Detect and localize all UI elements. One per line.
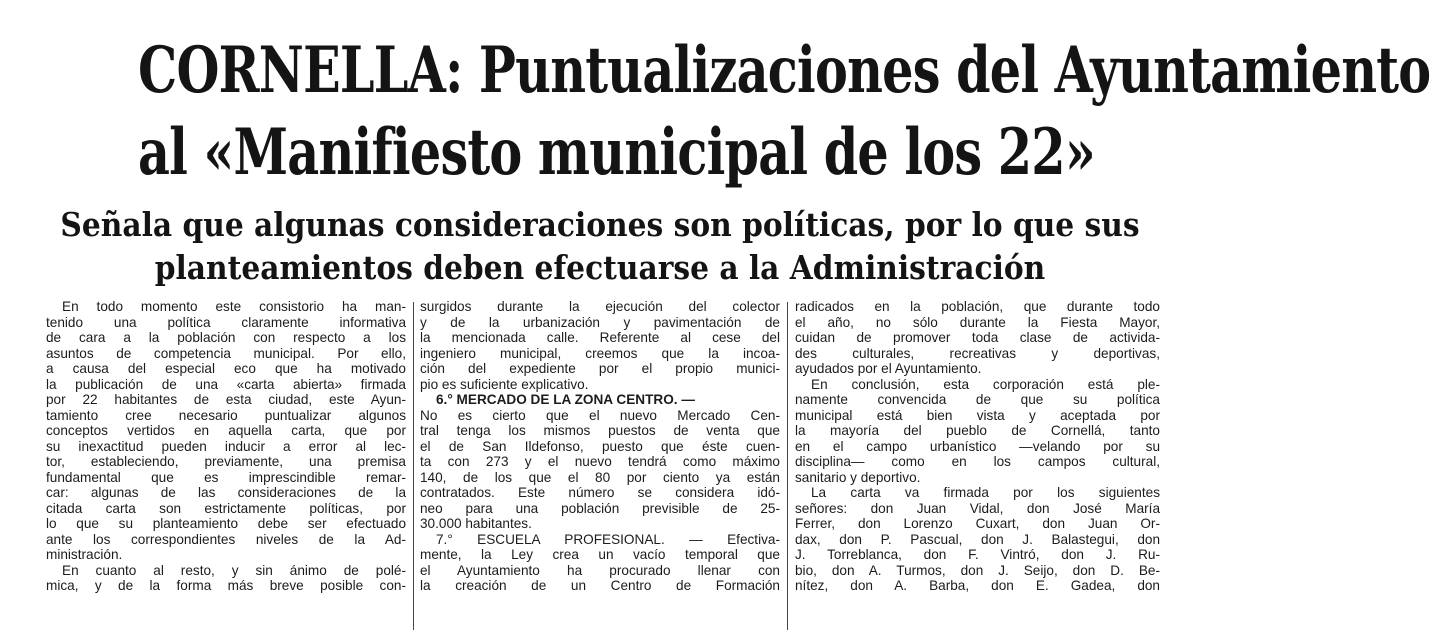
text-line: ante los correspondientes niveles de la Ad-: [46, 531, 406, 547]
text-line: ayudados por el Ayuntamiento.: [795, 361, 982, 376]
text-line: por 22 habitantes de esta ciudad, este Ayun-: [46, 392, 406, 407]
text-line: sanitario y deportivo.: [795, 469, 921, 485]
text-line: No es cierto que el nuevo Mercado Cen-: [420, 407, 780, 423]
subheadline-line-2: planteamientos deben efectuarse a la Administración: [154, 248, 1046, 287]
text-line: lo que su planteamiento debe ser efectuado: [46, 516, 406, 531]
text-line: tral tenga los mismos puestos de venta que: [420, 423, 780, 438]
text-line: y de la urbanización y pavimentación de: [420, 314, 780, 330]
text-line: de cara a la población con respecto a los: [46, 330, 406, 345]
text-line: ministración.: [46, 547, 123, 562]
text-line: su inexactitud pueden inducir a error al lec-: [46, 438, 406, 454]
text-line: conceptos vertidos en aquella carta, que por: [46, 423, 406, 438]
text-line: surgidos durante la ejecución del colector: [420, 299, 780, 314]
text-line: asuntos de competencia municipal. Por ello,: [46, 345, 406, 361]
text-line: fundamental que es imprescindible remar-: [46, 469, 406, 485]
text-line: cuidan de promover toda clase de activida-: [795, 330, 1160, 345]
text-line: municipal está bien vista y aceptada por: [795, 407, 1160, 423]
text-line: dax, don P. Pascual, don J. Balastegui, don: [795, 531, 1160, 547]
text-line: tamiento cree necesario puntualizar algunos: [46, 407, 406, 423]
text-line: radicados en la población, que durante todo: [795, 299, 1160, 314]
headline-line-1: CORNELLA: Puntualizaciones del Ayuntamiento: [138, 33, 1430, 108]
article-column-2: [420, 299, 780, 594]
headline-line-2: al «Manifiesto municipal de los 22»: [138, 115, 1095, 190]
text-line: ingeniero municipal, creemos que la incoa-: [420, 345, 780, 361]
text-line: mente, la Ley crea un vacío temporal que: [420, 547, 780, 562]
text-line: car: algunas de las consideraciones de la: [46, 485, 406, 500]
column-divider-2: [787, 302, 788, 630]
column-divider-1: [413, 302, 414, 630]
text-line: mica, y de la forma más breve posible con-: [46, 578, 406, 593]
text-line: En todo momento este consistorio ha man-: [62, 299, 406, 314]
text-line: tor, estableciendo, previamente, una premisa: [46, 454, 406, 469]
text-line: nítez, don A. Barba, don E. Gadea, don: [795, 578, 1160, 593]
text-line: pio es suficiente explicativo.: [420, 376, 589, 392]
text-line: el Ayuntamiento ha procurado llenar con: [420, 562, 780, 578]
text-line: contratados. Este número se considera idó-: [420, 485, 780, 500]
article-column-1: [46, 299, 406, 594]
text-line: ción del expediente por el propio munici-: [420, 361, 780, 376]
text-line: la creación de un Centro de Formación: [420, 578, 780, 593]
text-line: 30.000 habitantes.: [420, 516, 532, 531]
text-line: neo para una población previsible de 25-: [420, 500, 780, 516]
subheadline-line-1: Señala que algunas consideraciones son políticas, por lo que sus: [60, 205, 1140, 244]
text-line: ta con 273 y el nuevo tendrá como máximo: [420, 454, 780, 469]
article-column-3: [795, 299, 1160, 594]
text-line: En conclusión, esta corporación está ple-: [811, 376, 1160, 392]
text-line: J. Torreblanca, don F. Vintró, don J. Ru-: [795, 547, 1160, 562]
text-line: tenido una política claramente informativa: [46, 314, 406, 330]
text-line: namente convencida de que su política: [795, 392, 1160, 407]
text-line: el de San Ildefonso, puesto que éste cuen-: [420, 438, 780, 454]
text-line: 140, de los que el 80 por ciento ya están: [420, 469, 780, 485]
text-line: citada carta son estrictamente políticas, por: [46, 500, 406, 516]
text-line: la publicación de una «carta abierta» firmada: [46, 376, 406, 392]
text-line: disciplina— como en los campos cultural,: [795, 454, 1160, 469]
text-line: en el campo urbanístico —velando por su: [795, 438, 1160, 454]
text-line: el año, no sólo durante la Fiesta Mayor,: [795, 314, 1160, 330]
text-line: a causa del especial eco que ha motivado: [46, 361, 406, 376]
text-line: señores: don Juan Vidal, don José María: [795, 500, 1160, 516]
section-heading-mercado: 6.° MERCADO DE LA ZONA CENTRO. —: [436, 392, 695, 407]
text-line: En cuanto al resto, y sin ánimo de polé-: [62, 562, 406, 578]
text-line: la mayoría del pueblo de Cornellá, tanto: [795, 423, 1160, 438]
text-line: bio, don A. Turmos, don J. Seijo, don D. Be-: [795, 562, 1160, 578]
text-line: Ferrer, don Lorenzo Cuxart, don Juan Or-: [795, 516, 1160, 531]
text-line: des culturales, recreativas y deportivas,: [795, 345, 1160, 361]
section-heading-escuela: 7.° ESCUELA PROFESIONAL. — Efectiva-: [436, 531, 780, 547]
text-line: la mencionada calle. Referente al cese del: [420, 330, 780, 345]
text-line: La carta va firmada por los siguientes: [811, 485, 1160, 500]
